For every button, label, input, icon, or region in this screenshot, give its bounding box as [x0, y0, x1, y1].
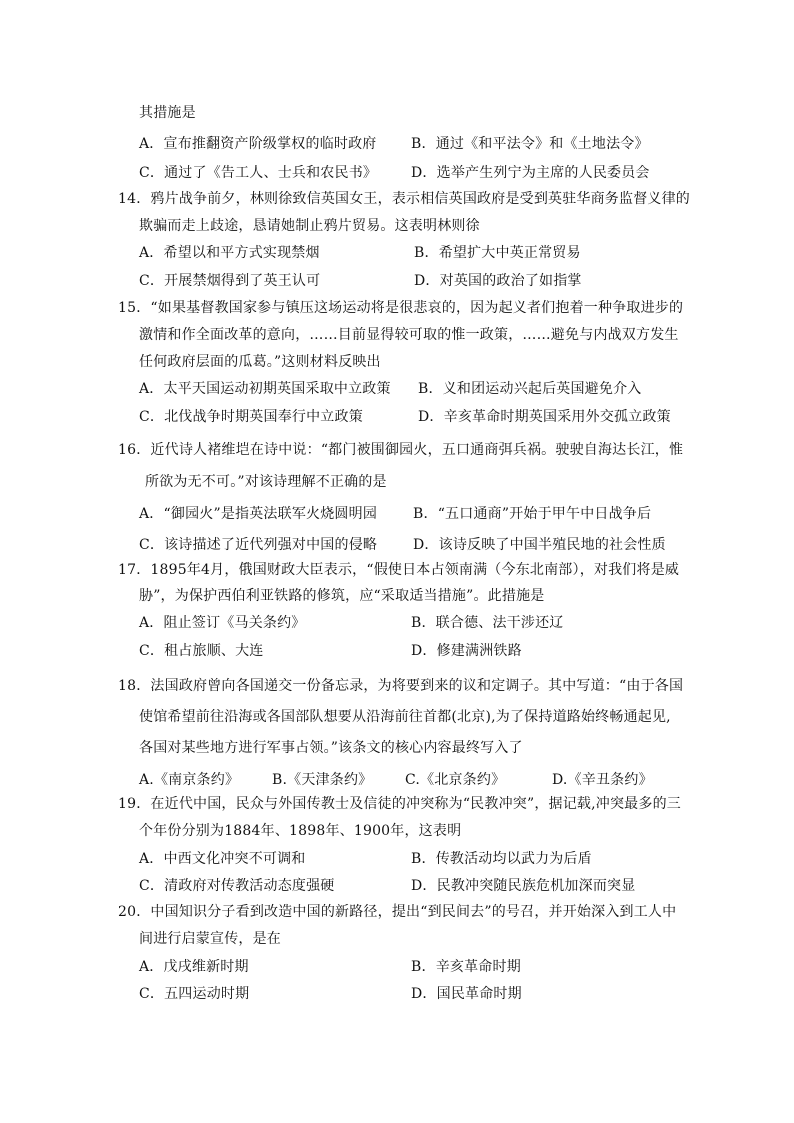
q14-stem-line-1: 14．鸦片战争前夕，林则徐致信英国女王，表示相信英国政府是受到英驻华商务监督义律的	[118, 191, 691, 207]
q18-option-c: C.《北京条约》	[405, 772, 506, 788]
q20-stem-line-2: 间进行启蒙宣传，是在	[139, 931, 281, 947]
q16-option-b: B．“五口通商”开始于甲午中日战争后	[413, 506, 652, 522]
q20-option-a: A．戊戌维新时期	[139, 959, 249, 975]
q20-option-b: B．辛亥革命时期	[411, 959, 521, 975]
q15-stem-line-2: 激情和作全面改革的意向，……目前显得较可取的惟一政策，……避免与内战双方发生	[139, 327, 679, 343]
q20-stem-line-1: 20．中国知识分子看到改造中国的新路径，提出“到民间去”的号召，并开始深入到工人中	[118, 904, 677, 920]
q13-stem-continuation: 其措施是	[139, 105, 196, 121]
q19-option-b: B．传教活动均以武力为后盾	[411, 851, 592, 867]
q13-option-b: B．通过《和平法令》和《土地法令》	[411, 136, 649, 152]
q16-option-d: D．该诗反映了中国半殖民地的社会性质	[413, 537, 666, 553]
q19-stem-line-2: 个年份分别为1884年、1898年、1900年，这表明	[139, 823, 462, 839]
q19-option-d: D．民教冲突随民族危机加深而突显	[411, 878, 636, 894]
q18-stem-line-2: 使馆希望前往沿海或各国部队想要从沿海前往首都(北京),为了保持道路始终畅通起见,	[139, 709, 671, 725]
q18-option-b: B.《天津条约》	[272, 772, 373, 788]
q20-option-d: D．国民革命时期	[411, 986, 522, 1002]
q14-option-b: B．希望扩大中英正常贸易	[414, 245, 581, 261]
q19-option-a: A．中西文化冲突不可调和	[139, 851, 306, 867]
q13-option-a: A．宣布推翻资产阶级掌权的临时政府	[139, 136, 377, 152]
q15-option-c: C．北伐战争时期英国奉行中立政策	[139, 409, 363, 425]
q15-option-b: B．义和团运动兴起后英国避免介入	[418, 381, 642, 397]
q13-option-c: C．通过了《告工人、士兵和农民书》	[139, 165, 378, 181]
q18-option-a: A.《南京条约》	[139, 772, 240, 788]
q15-option-a: A．太平天国运动初期英国采取中立政策	[139, 381, 391, 397]
q19-option-c: C．清政府对传教活动态度强硬	[139, 878, 335, 894]
q15-stem-line-3: 任何政府层面的瓜葛。”这则材料反映出	[139, 354, 381, 370]
q17-option-d: D．修建满洲铁路	[411, 643, 522, 659]
q19-stem-line-1: 19．在近代中国，民众与外国传教士及信徒的冲突称为“民教冲突”，据记载,冲突最多的三	[118, 796, 681, 812]
q15-stem-line-1: 15．“如果基督教国家参与镇压这场运动将是很悲哀的，因为起义者们抱着一种争取进步的	[118, 300, 684, 316]
q16-option-a: A．“御园火”是指英法联军火烧圆明园	[139, 506, 378, 522]
q18-stem-line-1: 18．法国政府曾向各国递交一份备忘录，为将要到来的议和定调子。其中写道：“由于各国	[118, 678, 684, 694]
q18-stem-line-3: 各国对某些地方进行军事占领。”该条文的核心内容最终写入了	[139, 740, 523, 756]
q17-option-c: C．租占旅顺、大连	[139, 643, 264, 659]
q17-option-a: A．阻止签订《马关条约》	[139, 615, 306, 631]
q16-stem-line-2: 所欲为无不可。”对该诗理解不正确的是	[145, 474, 387, 490]
q14-option-d: D．对英国的政治了如指掌	[414, 273, 582, 289]
q17-option-b: B．联合德、法干涉还辽	[411, 615, 564, 631]
q14-stem-line-2: 欺骗而走上歧途，恳请她制止鸦片贸易。这表明林则徐	[139, 218, 480, 234]
q16-option-c: C．该诗描述了近代列强对中国的侵略	[139, 537, 378, 553]
q14-option-a: A．希望以和平方式实现禁烟	[139, 245, 320, 261]
q16-stem-line-1: 16．近代诗人褚维垲在诗中说：“都门被围御园火，五口通商弭兵祸。驶驶自海达长江，惟	[118, 442, 684, 458]
q15-option-d: D．辛亥革命时期英国采用外交孤立政策	[418, 409, 671, 425]
q14-option-c: C．开展禁烟得到了英王认可	[139, 273, 321, 289]
q13-option-d: D．选举产生列宁为主席的人民委员会	[411, 165, 650, 181]
q20-option-c: C．五四运动时期	[139, 986, 250, 1002]
q17-stem-line-2: 胁”，为保护西伯利亚铁路的修筑，应“采取适当措施”。此措施是	[139, 588, 545, 604]
q17-stem-line-1: 17．1895年4月，俄国财政大臣表示，“假使日本占领南满（今东北南部），对我们将是威	[118, 562, 680, 578]
q18-option-d: D.《辛丑条约》	[552, 772, 653, 788]
